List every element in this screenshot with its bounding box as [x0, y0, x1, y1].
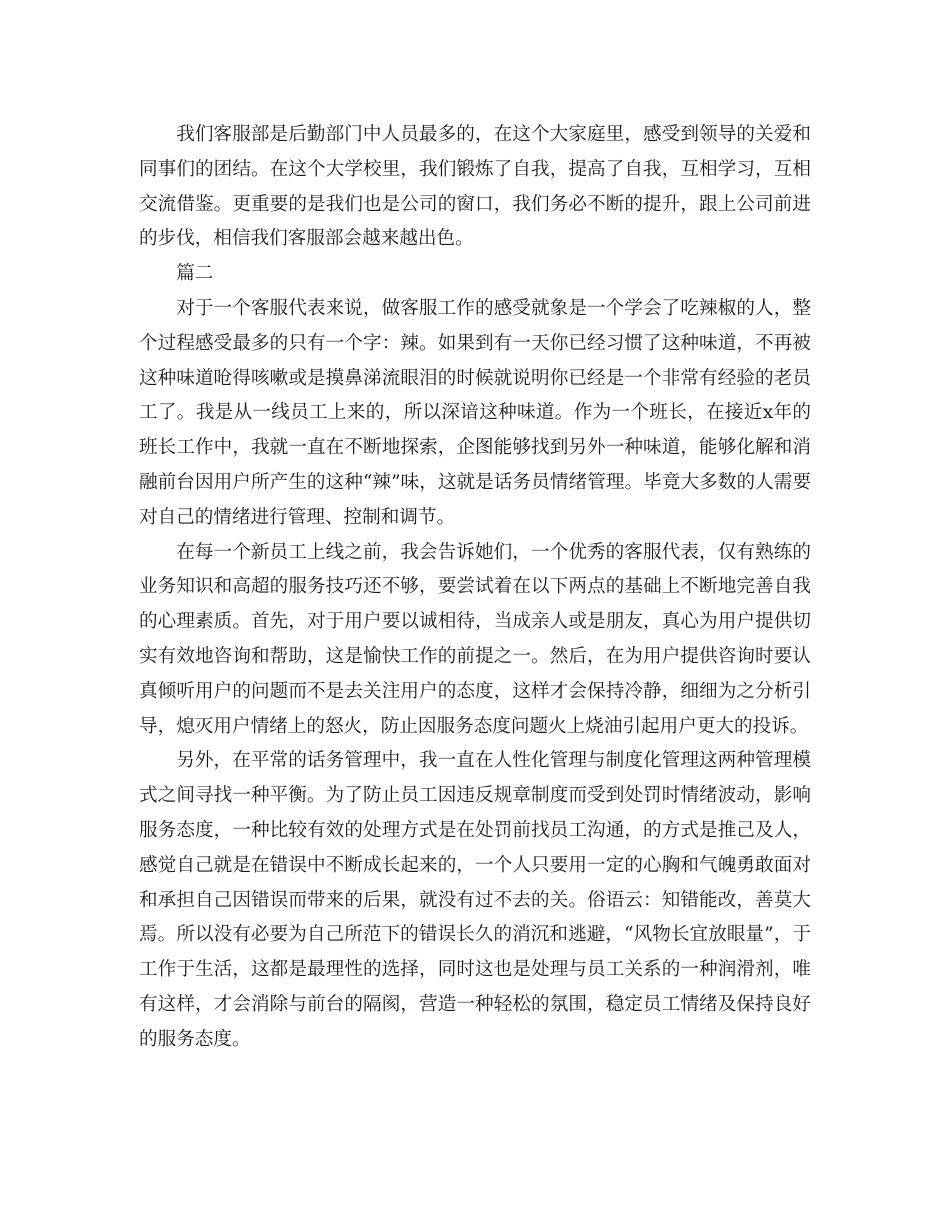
paragraph-4: 另外，在平常的话务管理中，我一直在人性化管理与制度化管理这两种管理模式之间寻找一种平衡。为了防止员工因违反规章制度而受到处罚时情绪波动，影响服务态度，一种比较有效的处理方式是在处罚前找员工沟通，的方式是推己及人，感觉自己就是在错误中不断成长起来的，一个人只要用一定的心胸和气魄勇敢面对和承担自己因错误而带来的后果，就没有过不去的关。俗语云：知错能改，善莫大焉。所以没有必要为自己所范下的错误长久的消沉和逃避，“风物长宜放眼量”，于工作于生活，这都是最理性的选择，同时这也是处理与员工关系的一种润滑剂，唯有这样，才会消除与前台的隔阂，营造一种轻松的氛围，稳定员工情绪及保持良好的服务态度。 — [139, 750, 811, 1050]
paragraph-2: 对于一个客服代表来说，做客服工作的感受就象是一个学会了吃辣椒的人，整个过程感受最多的只有一个字：辣。如果到有一天你已经习惯了这种味道，不再被这种味道呛得咳嗽或是摸鼻涕流眼泪的时候就说明你已经是一个非常有经验的老员工了。我是从一线员工上来的，所以深谙这种味道。作为一个班长，在接近x年的班长工作中，我就一直在不断地探索，企图能够找到另外一种味道，能够化解和消融前台因用户所产生的这种“辣”味，这就是话务员情绪管理。毕竟大多数的人需要对自己的情绪进行管理、控制和调节。 — [139, 297, 811, 528]
section-heading: 篇二 — [176, 263, 214, 285]
paragraph-1: 我们客服部是后勤部门中人员最多的，在这个大家庭里，感受到领导的关爱和同事们的团结。在这个大学校里，我们锻炼了自我，提高了自我，互相学习，互相交流借鉴。更重要的是我们也是公司的窗口，我们务必不断的提升，跟上公司前进的步伐，相信我们客服部会越来越出色。 — [139, 124, 811, 250]
document-body — [139, 118, 811, 1058]
paragraph-3: 在每一个新员工上线之前，我会告诉她们，一个优秀的客服代表，仅有熟练的业务知识和高超的服务技巧还不够，要尝试着在以下两点的基础上不断地完善自我的心理素质。首先，对于用户要以诚相待，当成亲人或是朋友，真心为用户提供切实有效地咨询和帮助，这是愉快工作的前提之一。然后，在为用户提供咨询时要认真倾听用户的问题而不是去关注用户的态度，这样才会保持冷静，细细为之分析引导，熄灭用户情绪上的怒火，防止因服务态度问题火上烧油引起用户更大的投诉。 — [139, 541, 811, 737]
